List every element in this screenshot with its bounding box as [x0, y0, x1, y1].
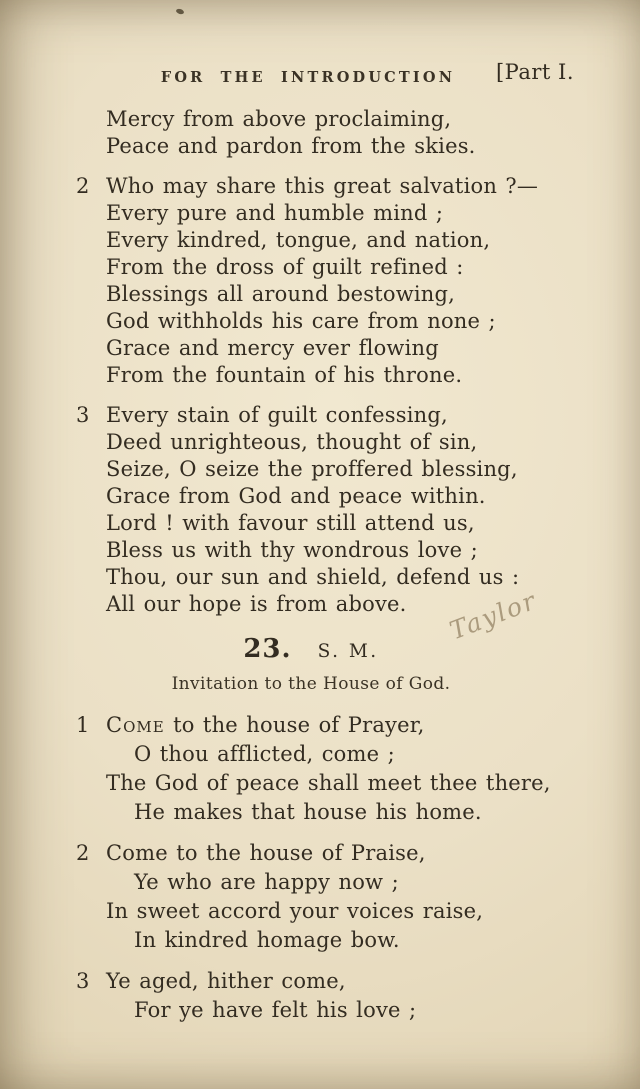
verse-line: For ye have felt his love ;: [134, 998, 417, 1022]
verse-number: 3: [76, 403, 90, 427]
verse-line: Mercy from above proclaiming,: [106, 107, 452, 131]
verse: [76, 967, 590, 1025]
running-title: FOR THE INTRODUCTION: [160, 69, 456, 86]
handwritten-annotation: Taylor: [445, 585, 541, 646]
verse-line: Grace from God and peace within.: [106, 484, 486, 508]
verse-line: Bless us with thy wondrous love ;: [106, 538, 478, 562]
verse-line: Ye who are happy now ;: [134, 870, 399, 894]
verse-number: 2: [76, 174, 90, 198]
verse-number: 2: [76, 841, 90, 865]
verse-lines: [106, 106, 590, 160]
hymn-heading: [54, 634, 568, 664]
verse-line: Thou, our sun and shield, defend us :: [106, 565, 520, 589]
verse-line: Every kindred, tongue, and nation,: [106, 228, 491, 252]
verse: [76, 711, 590, 827]
verse-lines: [106, 967, 590, 1025]
verse-line: Seize, O seize the proffered blessing,: [106, 457, 518, 481]
verse-line: Peace and pardon from the skies.: [106, 134, 476, 158]
verse: [76, 173, 590, 389]
opening-small-caps: Come: [106, 713, 165, 737]
verse-line: He makes that house his home.: [134, 800, 482, 824]
hymn-meter: S. M.: [317, 641, 379, 662]
verse-line: The God of peace shall meet thee there,: [106, 771, 551, 795]
verse-line: Grace and mercy ever flowing: [106, 336, 439, 360]
verse-lines: [106, 173, 590, 389]
verse: [76, 839, 590, 955]
verse-number: [76, 106, 106, 160]
verse-line: Every stain of guilt confessing,: [106, 403, 448, 427]
opening-rest: to the house of Prayer,: [173, 713, 425, 737]
verse-line: In sweet accord your voices raise,: [106, 899, 484, 923]
verse-line: [106, 711, 590, 740]
hymn-number: 23.: [243, 634, 292, 664]
verse-line: God withholds his care from none ;: [106, 309, 496, 333]
verse: [76, 106, 590, 160]
verse-number: 3: [76, 969, 90, 993]
paper-speck: [175, 8, 184, 15]
verse-line: Every pure and humble mind ;: [106, 201, 444, 225]
hymn-subtitle: Invitation to the House of God.: [171, 674, 451, 694]
verse-line: Ye aged, hither come,: [106, 969, 346, 993]
verse-line: From the fountain of his throne.: [106, 363, 463, 387]
verse-line: O thou afflicted, come ;: [134, 742, 395, 766]
page-content: [0, 106, 640, 1037]
verse-line: Blessings all around bestowing,: [106, 282, 456, 306]
part-label: [Part I.: [495, 60, 574, 84]
verse-line: Lord ! with favour still attend us,: [106, 511, 475, 535]
verse-line: Who may share this great salvation ?—: [106, 174, 539, 198]
verse-line: Come to the house of Praise,: [106, 841, 426, 865]
verse: [76, 402, 590, 618]
verse-line: Deed unrighteous, thought of sin,: [106, 430, 478, 454]
verse-lines: [106, 839, 590, 955]
verse-lines: [106, 402, 590, 618]
verse-lines: [106, 711, 590, 827]
verse-line: From the dross of guilt refined :: [106, 255, 464, 279]
verse-line: All our hope is from above.: [106, 592, 407, 616]
verse-line: In kindred homage bow.: [134, 928, 400, 952]
verse-number: 1: [76, 713, 90, 737]
